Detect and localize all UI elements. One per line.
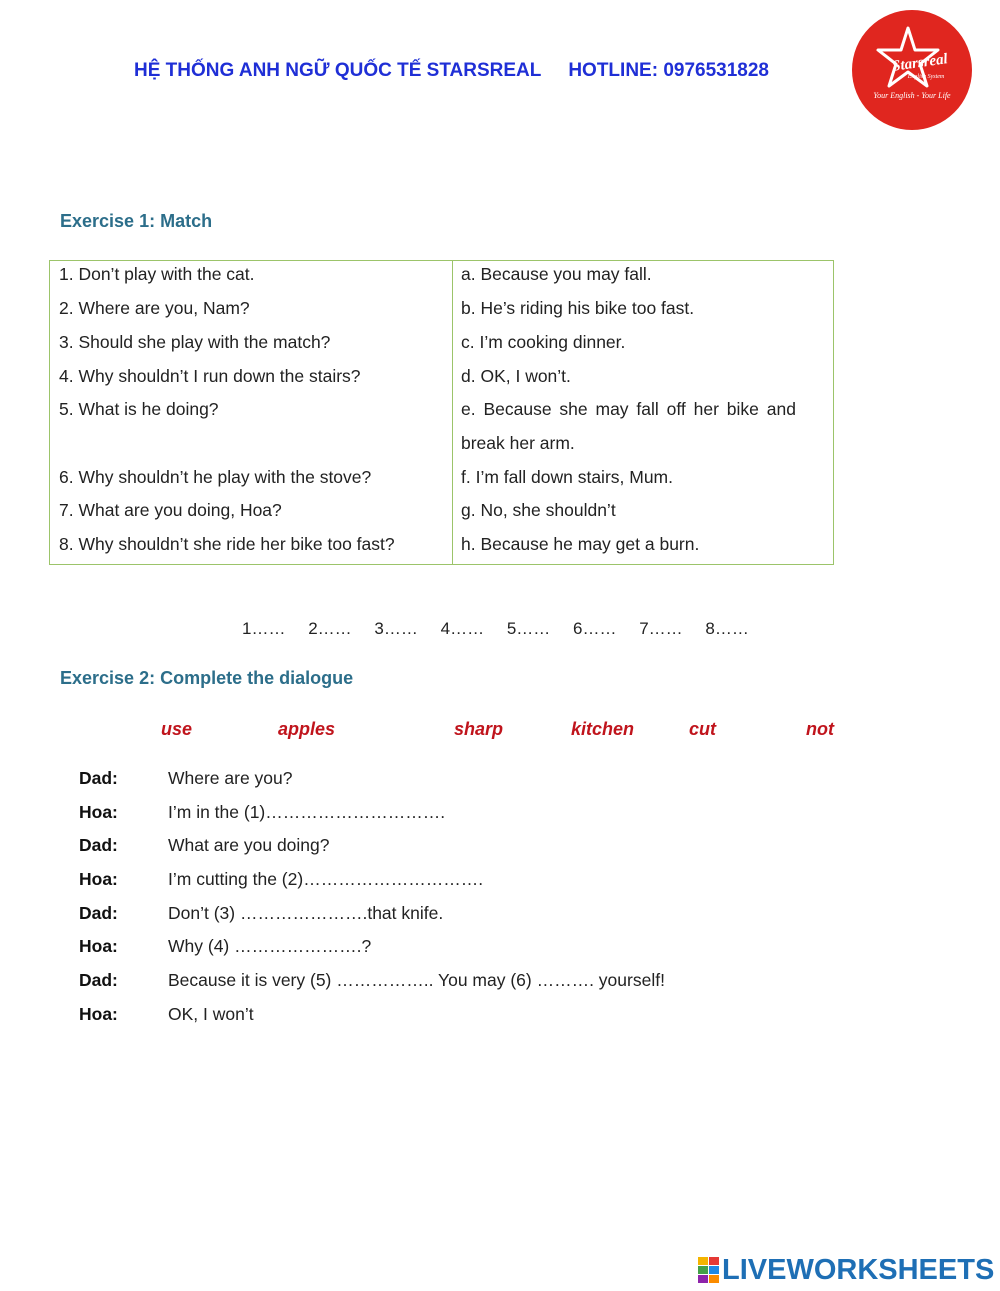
dialogue-speaker-3: Dad: [79,835,118,855]
answer-blank-1[interactable]: 1…… [242,619,286,638]
liveworksheets-blocks-icon [698,1257,719,1283]
word-bank-use: use [161,719,193,739]
dialogue-speaker-5: Dad: [79,903,118,923]
answer-g: g. No, she shouldn’t [461,500,616,520]
answer-blank-7[interactable]: 7…… [639,619,683,638]
dialogue-line-4[interactable]: I’m cutting the (2)…………………………. [168,869,484,889]
question-2: 2. Where are you, Nam? [59,298,250,318]
logo-name: Starsreal [891,51,949,75]
answer-c: c. I’m cooking dinner. [461,332,626,352]
answer-d: d. OK, I won’t. [461,366,571,386]
answer-blank-5[interactable]: 5…… [506,619,551,638]
dialogue-speaker-4: Hoa: [79,869,118,889]
answer-blanks [242,619,767,639]
answers-column [453,261,833,564]
answer-h: h. Because he may get a burn. [461,534,700,554]
liveworksheets-logo [698,1253,994,1287]
dialogue-line-8: OK, I won’t [168,1004,254,1024]
dialogue-speaker-2: Hoa: [79,802,118,822]
dialogue-line-5[interactable]: Don’t (3) ………………….that knife. [168,903,444,923]
answer-blank-2[interactable]: 2…… [308,619,352,638]
dialogue-speaker-7: Dad: [79,970,118,990]
answer-f: f. I’m fall down stairs, Mum. [461,467,673,487]
answer-blank-3[interactable]: 3…… [374,619,418,638]
word-bank-cut: cut [689,719,716,739]
dialogue-line-1: Where are you? [168,768,293,788]
question-4: 4. Why shouldn’t I run down the stairs? [59,366,361,386]
question-8: 8. Why shouldn’t she ride her bike too fast? [59,534,395,554]
exercise1-title: Exercise 1: Match [60,211,213,231]
match-table [49,260,834,565]
school-name: HỆ THỐNG ANH NGỮ QUỐC TẾ STARSREAL [134,60,542,81]
starsreal-logo [852,10,972,130]
answer-e: e. Because she may fall off her bike and [461,399,796,419]
liveworksheets-brand: LIVEWORKSHEETS [722,1253,995,1286]
question-6: 6. Why shouldn’t he play with the stove? [59,467,372,487]
exercise2-title: Exercise 2: Complete the dialogue [60,668,354,688]
dialogue-speaker-8: Hoa: [79,1004,118,1024]
logo-tagline: Your English - Your Life [873,91,951,100]
dialogue-line-7[interactable]: Because it is very (5) …………….. You may (6) ………. yourself! [168,970,665,990]
question-1: 1. Don’t play with the cat. [59,264,255,284]
hotline: HOTLINE: 0976531828 [568,60,769,81]
question-5: 5. What is he doing? [59,399,219,419]
dialogue-speaker-6: Hoa: [79,936,118,956]
answer-blank-6[interactable]: 6…… [573,619,617,638]
word-bank-apples: apples [278,719,336,739]
dialogue-line-3: What are you doing? [168,835,330,855]
answer-e-continued: break her arm. [461,433,575,453]
answer-blank-4[interactable]: 4…… [440,619,485,638]
dialogue-line-2[interactable]: I’m in the (1)…………………………. [168,802,446,822]
word-bank-kitchen: kitchen [571,719,635,739]
word-bank-not: not [806,719,834,739]
dialogue-speaker-1: Dad: [79,768,118,788]
answer-a: a. Because you may fall. [461,264,652,284]
word-bank-sharp: sharp [454,719,504,739]
question-3: 3. Should she play with the match? [59,332,331,352]
answer-b: b. He’s riding his bike too fast. [461,298,695,318]
header-title [134,60,769,82]
dialogue-line-6[interactable]: Why (4) ………………….? [168,936,372,956]
question-7: 7. What are you doing, Hoa? [59,500,282,520]
questions-column [50,261,453,564]
answer-blank-8[interactable]: 8…… [705,619,749,638]
logo-subtitle: English System [907,74,945,80]
